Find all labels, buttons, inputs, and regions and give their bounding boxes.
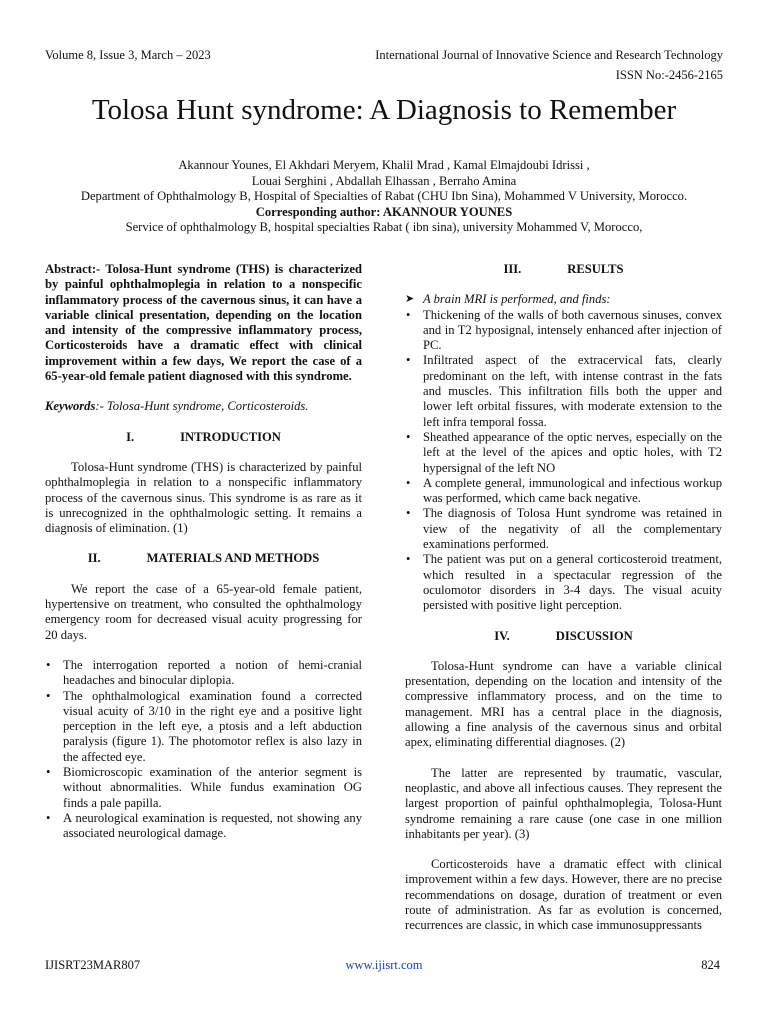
discussion-paragraph: Tolosa-Hunt syndrome can have a variable clinical presentation, depending on the location and intensity of the compressive inflammatory process, and on the time to management. MRI has a central place in the diagnosis, allowing a fine analysis of the cavernous sinus and orbital apex, eliminating differential diagnoses. (2) (405, 658, 722, 750)
section-heading-methods (45, 551, 362, 566)
list-item: • The ophthalmological examination found a corrected visual acuity of 3/10 in the right eye and a positive light perception in the left eye, a ptosis and a left abduction paralysis (figure 1). The photomotor reflex is also lazy in the affected eye. (45, 689, 362, 765)
corresponding-author: Corresponding author: AKANNOUR YOUNES (255, 204, 513, 219)
list-item: • Thickening of the walls of both cavernous sinuses, convex and in T2 hyposignal, intensely enhanced after injection of PC. (405, 308, 722, 354)
section-title: INTRODUCTION (180, 429, 281, 444)
author-block (40, 158, 728, 236)
methods-paragraph: We report the case of a 65-year-old female patient, hypertensive on treatment, who consulted the ophthalmology emergency room for decreased visual acuity progressing for 20 days. (45, 581, 362, 642)
section-number: II. (87, 551, 101, 566)
left-column (45, 262, 362, 842)
results-arrow-item (405, 292, 722, 307)
list-item: • Sheathed appearance of the optic nerves, especially on the left at the level of the apices and optic holes, with T2 hypersignal of the left NO (405, 430, 722, 476)
discussion-paragraph: Corticosteroids have a dramatic effect with clinical improvement within a few days. However, there are no precise recommendations on dosage, duration of treatment or even route of administration. As far as evolution is concerned, recurrences are classic, in which case immunosuppressants (405, 857, 722, 933)
results-bullet-list (405, 308, 722, 614)
section-number: III. (503, 262, 522, 276)
intro-paragraph: Tolosa-Hunt syndrome (THS) is characterized by painful ophthalmoplegia in relation to a nonspecific inflammatory process of the cavernous sinus. This syndrome is as rare as it is unrecognized in the ophthalmologic setting. It remains a diagnosis of elimination. (1) (45, 459, 362, 536)
volume-info: Volume 8, Issue 3, March – 2023 (45, 48, 211, 62)
list-item: • The diagnosis of Tolosa Hunt syndrome was retained in view of the negativity of all the complementary examinations performed. (405, 506, 722, 552)
footer-article-id: IJISRT23MAR807 (45, 958, 141, 972)
issn: ISSN No:-2456-2165 (615, 68, 723, 82)
keywords-label: Keywords (45, 399, 96, 414)
section-heading-results (405, 262, 722, 277)
right-column (405, 262, 722, 934)
list-item: • Biomicroscopic examination of the anterior segment is without abnormalities. While fundus examination OG finds a pale papilla. (45, 765, 362, 811)
keywords-text: :- Tolosa-Hunt syndrome, Corticosteroids. (95, 399, 309, 414)
affiliation: Department of Ophthalmology B, Hospital of Specialties of Rabat (CHU Ibn Sina), Mohammed V University, Morocco. (80, 189, 688, 203)
service-affiliation: Service of ophthalmology B, hospital specialties Rabat ( ibn sina), university Mohammed V, Morocco, (125, 220, 643, 234)
list-item: • A complete general, immunological and infectious workup was performed, which came back negative. (405, 476, 722, 507)
section-number: IV. (494, 628, 510, 643)
section-title: RESULTS (567, 262, 624, 276)
page-number: 824 (701, 958, 720, 972)
section-title: DISCUSSION (555, 628, 633, 643)
footer-website-link[interactable]: www.ijisrt.com (345, 958, 423, 972)
author-line-1: Akannour Younes, El Akhdari Meryem, Khalil Mrad , Kamal Elmajdoubi Idrissi , (178, 158, 590, 172)
list-item: • Infiltrated aspect of the extracervical fats, clearly predominant on the left, with intense contrast in the fats and muscles. This infiltration fills both the upper and lower left orbital fissures, with moderate extension to the left infra temporal fossa. (405, 353, 722, 429)
arrow-bullet-icon: ➤ (405, 293, 415, 306)
list-item: • The patient was put on a general corticosteroid treatment, which resulted in a spectacular regression of the oculomotor disorders in 3-4 days. The visual acuity persisted with positive light perception. (405, 552, 722, 613)
section-heading-introduction (45, 430, 362, 445)
abstract: Abstract:- Tolosa-Hunt syndrome (THS) is characterized by painful ophthalmoplegia in relation to a nonspecific inflammatory process of the cavernous sinus, it can have a variable clinical presentation, depending on the location and intensity of the compressive inflammatory process, Corticosteroids have a dramatic effect with clinical improvement within a few days, We report the case of a 65-year-old female patient diagnosed with this syndrome. (45, 262, 362, 384)
journal-name: International Journal of Innovative Science and Research Technology (375, 48, 723, 62)
section-number: I. (126, 429, 135, 444)
section-heading-discussion (405, 629, 722, 644)
paper-title: Tolosa Hunt syndrome: A Diagnosis to Remember (91, 94, 677, 126)
keywords (45, 399, 362, 414)
author-line-2: Louai Serghini , Abdallah Elhassan , Berraho Amina (251, 173, 517, 188)
list-item: • A neurological examination is requested, not showing any associated neurological damage. (45, 811, 362, 842)
section-title: MATERIALS AND METHODS (146, 551, 320, 566)
list-item: • The interrogation reported a notion of hemi-cranial headaches and binocular diplopia. (45, 658, 362, 689)
methods-bullet-list (45, 658, 362, 842)
arrow-item-text: A brain MRI is performed, and finds: (423, 292, 611, 307)
discussion-paragraph: The latter are represented by traumatic, vascular, neoplastic, and above all infectious causes. They represent the largest proportion of painful ophthalmoplegia, Tolosa-Hunt syndrome remaining a rare cause (one case in one million inhabitants per year). (3) (405, 765, 722, 841)
